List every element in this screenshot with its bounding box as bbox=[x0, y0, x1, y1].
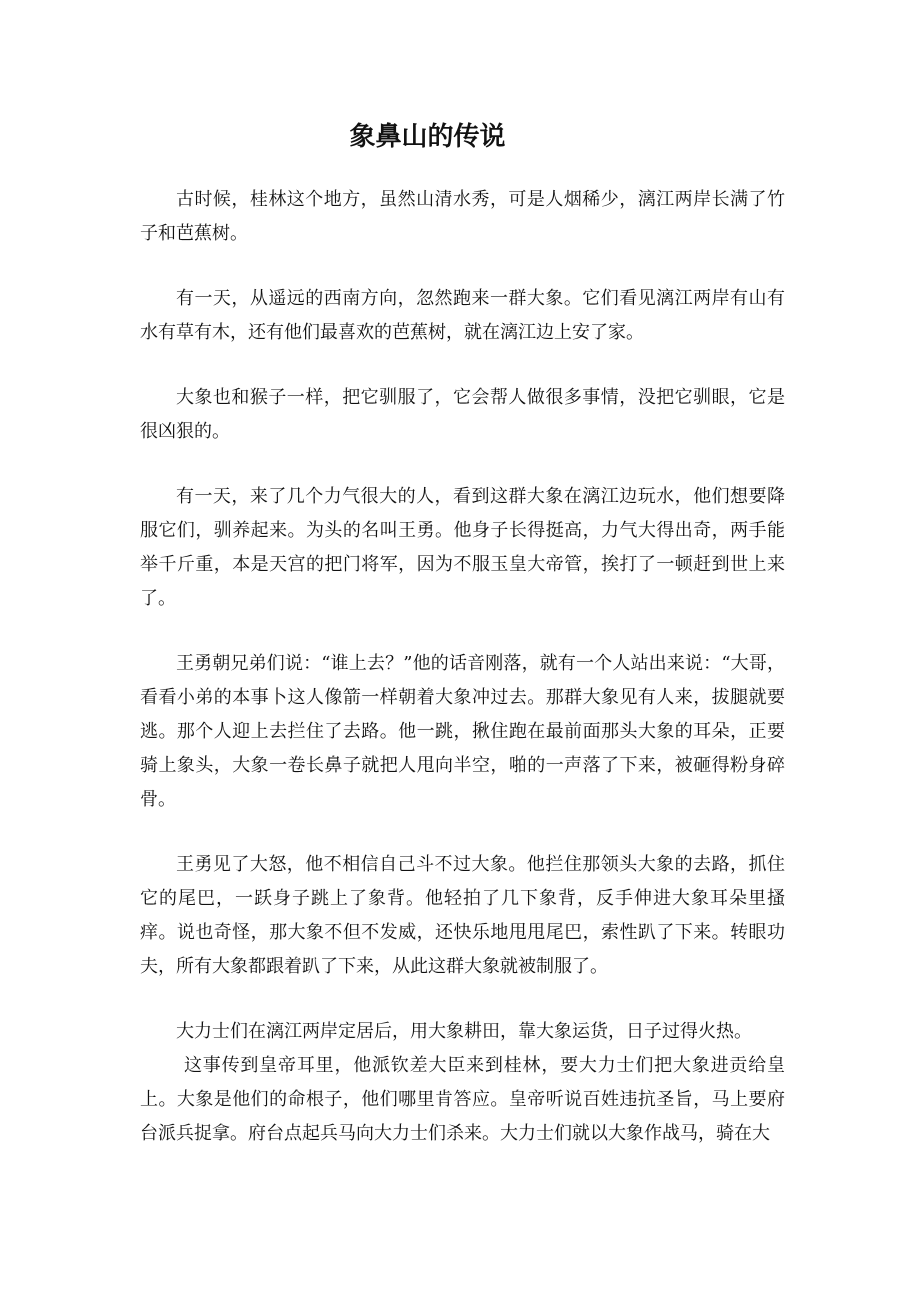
paragraph-3: 大象也和猴子一样，把它驯服了，它会帮人做很多事情，没把它驯眼，它是很凶狠的。 bbox=[140, 387, 785, 442]
paragraph-1: 古时候，桂林这个地方，虽然山清水秀，可是人烟稀少，漓江两岸长满了竹子和芭蕉树。 bbox=[140, 189, 785, 244]
document-body bbox=[140, 183, 785, 1182]
paragraph-2: 有一天，从遥远的西南方向，忽然跑来一群大象。它们看见漓江两岸有山有水有草有木，还有他们最喜欢的芭蕉树，就在漓江边上安了家。 bbox=[140, 288, 785, 343]
document-title: 象鼻山的传说 bbox=[349, 122, 506, 152]
paragraph-7: 大力士们在漓江两岸定居后，用大象耕田，靠大象运货，日子过得火热。 bbox=[176, 1021, 752, 1042]
paragraph-5: 王勇朝兄弟们说：“谁上去？”他的话音刚落，就有一个人站出来说：“大哥，看看小弟的本事卜这人像箭一样朝着大象冲过去。那群大象见有人来，拔腿就要逃。那个人迎上去拦住了去路。他一跳，揪住跑在最前面那头大象的耳朵，正要骑上象头，大象一卷长鼻子就把人甩向半空，啪的一声落了下来，被砸得粉身碎骨。 bbox=[140, 653, 785, 810]
paragraph-4: 有一天，来了几个力气很大的人，看到这群大象在漓江边玩水，他们想要降服它们，驯养起来。为头的名叫王勇。他身子长得挺高，力气大得出奇，两手能举千斤重，本是天宫的把门将军，因为不服玉皇大帝管，挨打了一顿赶到世上来了。 bbox=[140, 486, 785, 609]
paragraph-6: 王勇见了大怒，他不相信自己斗不过大象。他拦住那领头大象的去路，抓住它的尾巴，一跃身子跳上了象背。他轻拍了几下象背，反手伸进大象耳朵里搔痒。说也奇怪，那大象不但不发威，还快乐地甩甩尾巴，索性趴了下来。转眼功夫，所有大象都跟着趴了下来，从此这群大象就被制服了。 bbox=[140, 854, 785, 977]
paragraph-8: 这事传到皇帝耳里，他派钦差大臣来到桂林，要大力士们把大象进贡给皇上。大象是他们的命根子，他们哪里肯答应。皇帝听说百姓违抗圣旨，马上要府台派兵捉拿。府台点起兵马向大力士们杀来。大力士们就以大象作战马，骑在大 bbox=[140, 1055, 785, 1144]
